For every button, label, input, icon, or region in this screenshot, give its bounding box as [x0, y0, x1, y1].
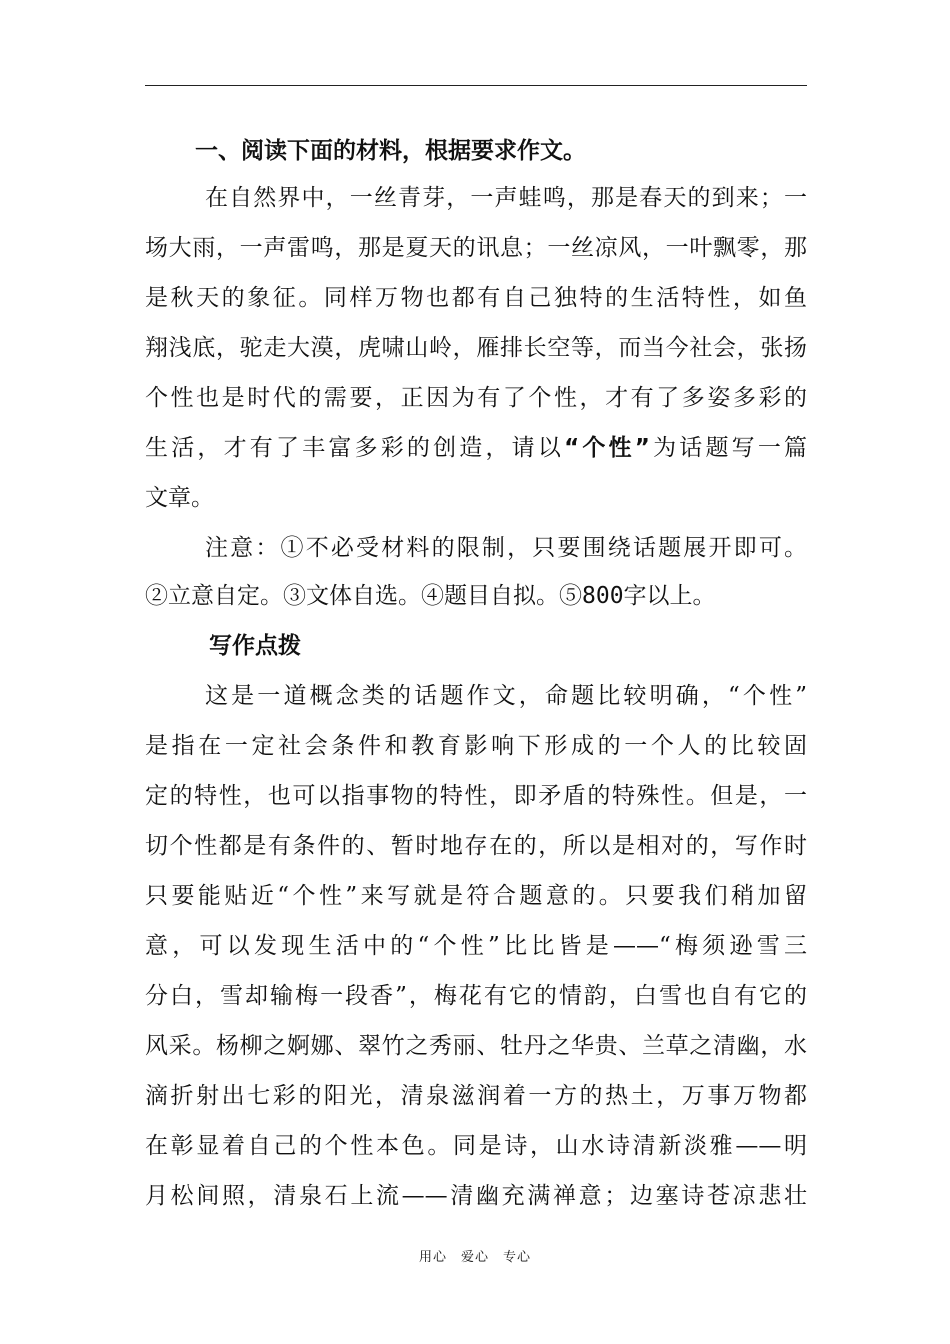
material-line: 是秋天的象征。同样万物也都有自己独特的生活特性，如鱼 [145, 285, 807, 311]
material-line: 个性也是时代的需要，正因为有了个性，才有了多姿多彩的 [145, 385, 807, 411]
topic-keyword: “个性” [564, 435, 650, 461]
analysis-line: 分白，雪却输梅一段香”，梅花有它的情韵，白雪也自有它的 [145, 983, 807, 1009]
analysis-line: 切个性都是有条件的、暂时地存在的，所以是相对的，写作时 [145, 833, 807, 859]
header-rule [145, 85, 807, 86]
question-title: 一、阅读下面的材料，根据要求作文。 [195, 138, 586, 164]
analysis-line: 在彰显着自己的个性本色。同是诗，山水诗清新淡雅——明 [145, 1133, 807, 1159]
section-title: 写作点拨 [209, 633, 301, 659]
analysis-line: 风采。杨柳之婀娜、翠竹之秀丽、牡丹之华贵、兰草之清幽，水 [145, 1033, 807, 1059]
notes-line [145, 581, 807, 611]
material-line: 翔浅底，驼走大漠，虎啸山岭，雁排长空等，而当今社会，张扬 [145, 335, 807, 361]
word-count: 800 [582, 583, 624, 609]
page-footer: 用心 爱心 专心 [418, 1250, 531, 1265]
notes-text: ②立意自定。③文体自选。④题目自拟。⑤ [145, 583, 582, 609]
material-text: 生活，才有了丰富多彩的创造，请以 [145, 435, 565, 461]
analysis-line: 意，可以发现生活中的“个性”比比皆是——“梅须逊雪三 [145, 933, 807, 959]
material-line [145, 433, 807, 463]
material-line: 场大雨，一声雷鸣，那是夏天的讯息；一丝凉风，一叶飘零，那 [145, 235, 807, 261]
material-line: 在自然界中，一丝青芽，一声蛙鸣，那是春天的到来；一 [205, 185, 807, 211]
notes-line: 注意：①不必受材料的限制，只要围绕话题展开即可。 [205, 535, 807, 561]
material-text: 为话题写一篇 [649, 435, 808, 461]
analysis-line: 只要能贴近“个性”来写就是符合题意的。只要我们稍加留 [145, 883, 807, 909]
analysis-line: 定的特性，也可以指事物的特性，即矛盾的特殊性。但是，一 [145, 783, 807, 809]
analysis-line: 这是一道概念类的话题作文，命题比较明确，“个性” [205, 683, 807, 709]
analysis-line: 月松间照，清泉石上流——清幽充满禅意；边塞诗苍凉悲壮 [145, 1183, 807, 1209]
analysis-line: 滴折射出七彩的阳光，清泉滋润着一方的热土，万事万物都 [145, 1083, 807, 1109]
analysis-line: 是指在一定社会条件和教育影响下形成的一个人的比较固 [145, 733, 807, 759]
notes-text: 字以上。 [623, 583, 716, 609]
material-line: 文章。 [145, 485, 214, 511]
